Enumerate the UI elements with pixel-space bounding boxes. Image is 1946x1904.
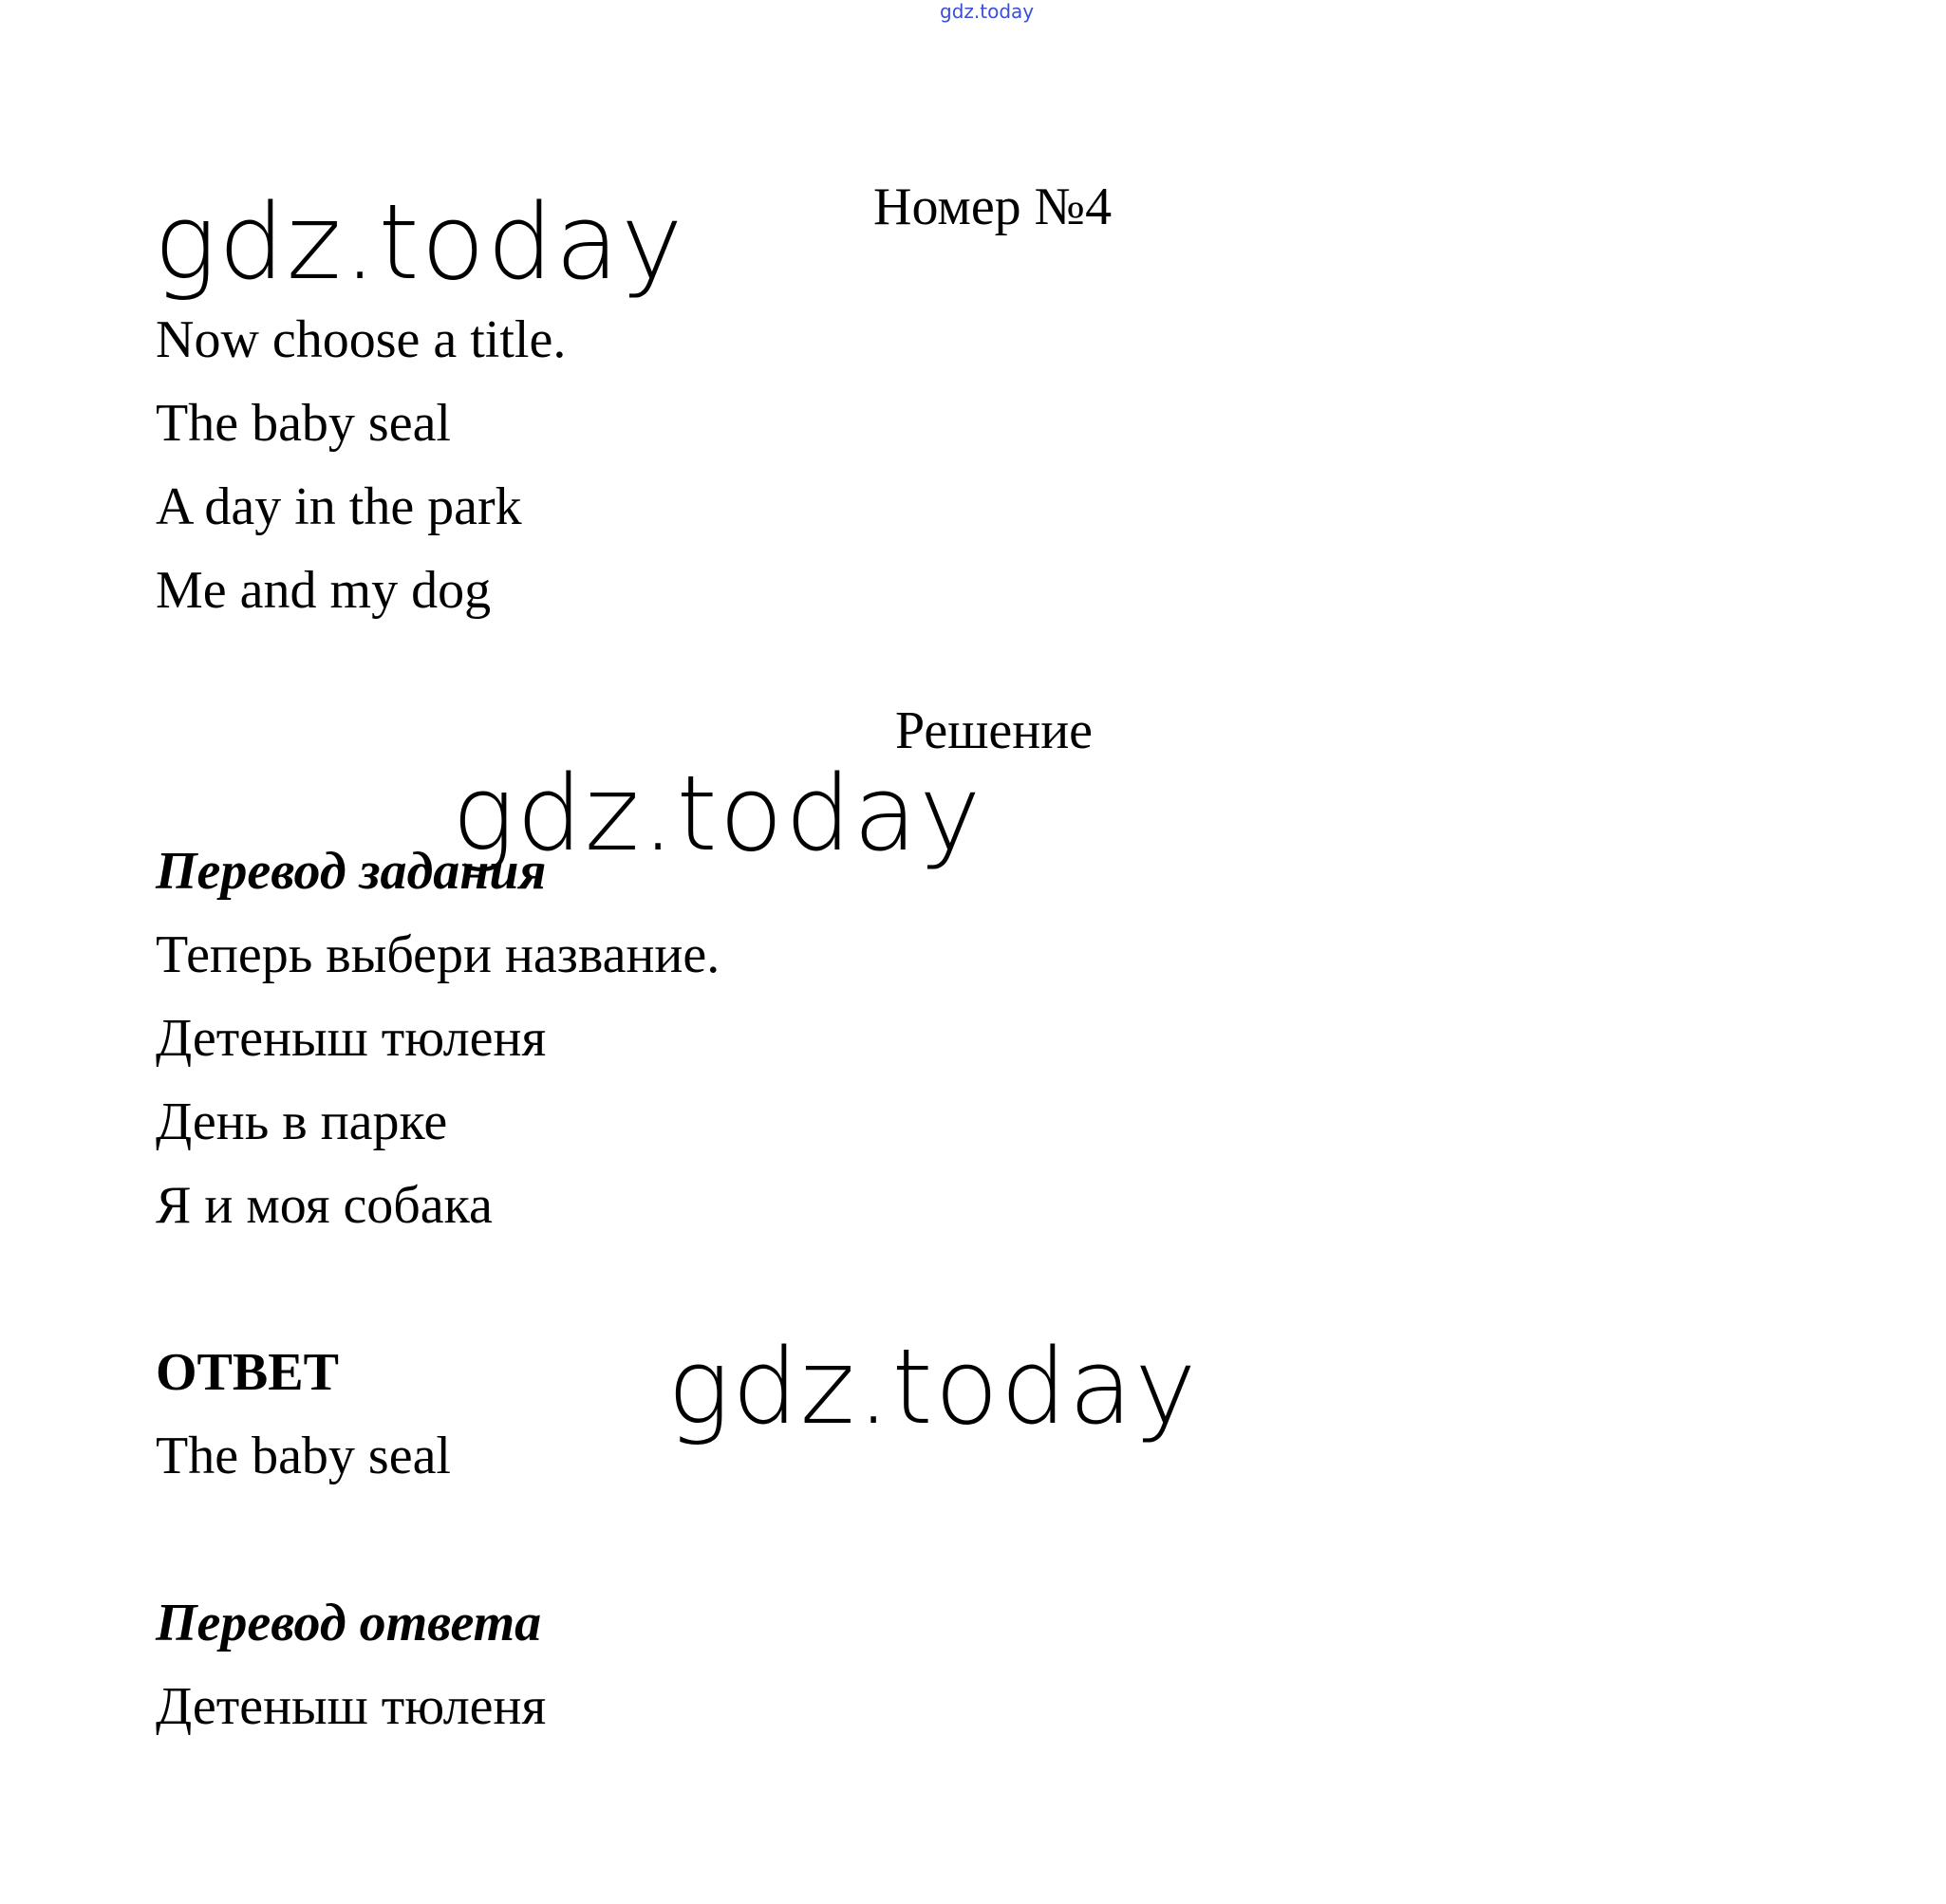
task-translation-line: Теперь выбери название. bbox=[156, 925, 720, 984]
task-translation-line: Я и моя собака bbox=[156, 1176, 493, 1235]
watermark-logo: gdz.today bbox=[452, 753, 983, 874]
solution-heading: Решение bbox=[895, 701, 1094, 760]
task-translation-heading: Перевод задания bbox=[156, 842, 547, 901]
answer-heading: ОТВЕТ bbox=[156, 1343, 339, 1402]
task-translation-line: День в парке bbox=[156, 1092, 448, 1151]
task-option: A day in the park bbox=[156, 477, 522, 536]
task-option: The baby seal bbox=[156, 394, 451, 453]
site-link[interactable]: gdz.today bbox=[940, 0, 1035, 23]
watermark-logo: gdz.today bbox=[154, 181, 685, 303]
task-option: Me and my dog bbox=[156, 561, 492, 620]
watermark-logo: gdz.today bbox=[667, 1326, 1199, 1447]
answer-translation-text: Детеныш тюленя bbox=[156, 1677, 547, 1736]
answer-text: The baby seal bbox=[156, 1427, 451, 1485]
task-translation-line: Детеныш тюленя bbox=[156, 1009, 547, 1068]
answer-translation-heading: Перевод ответа bbox=[156, 1594, 542, 1652]
task-instruction: Now choose a title. bbox=[156, 310, 567, 369]
page-title: Номер №4 bbox=[873, 177, 1113, 236]
